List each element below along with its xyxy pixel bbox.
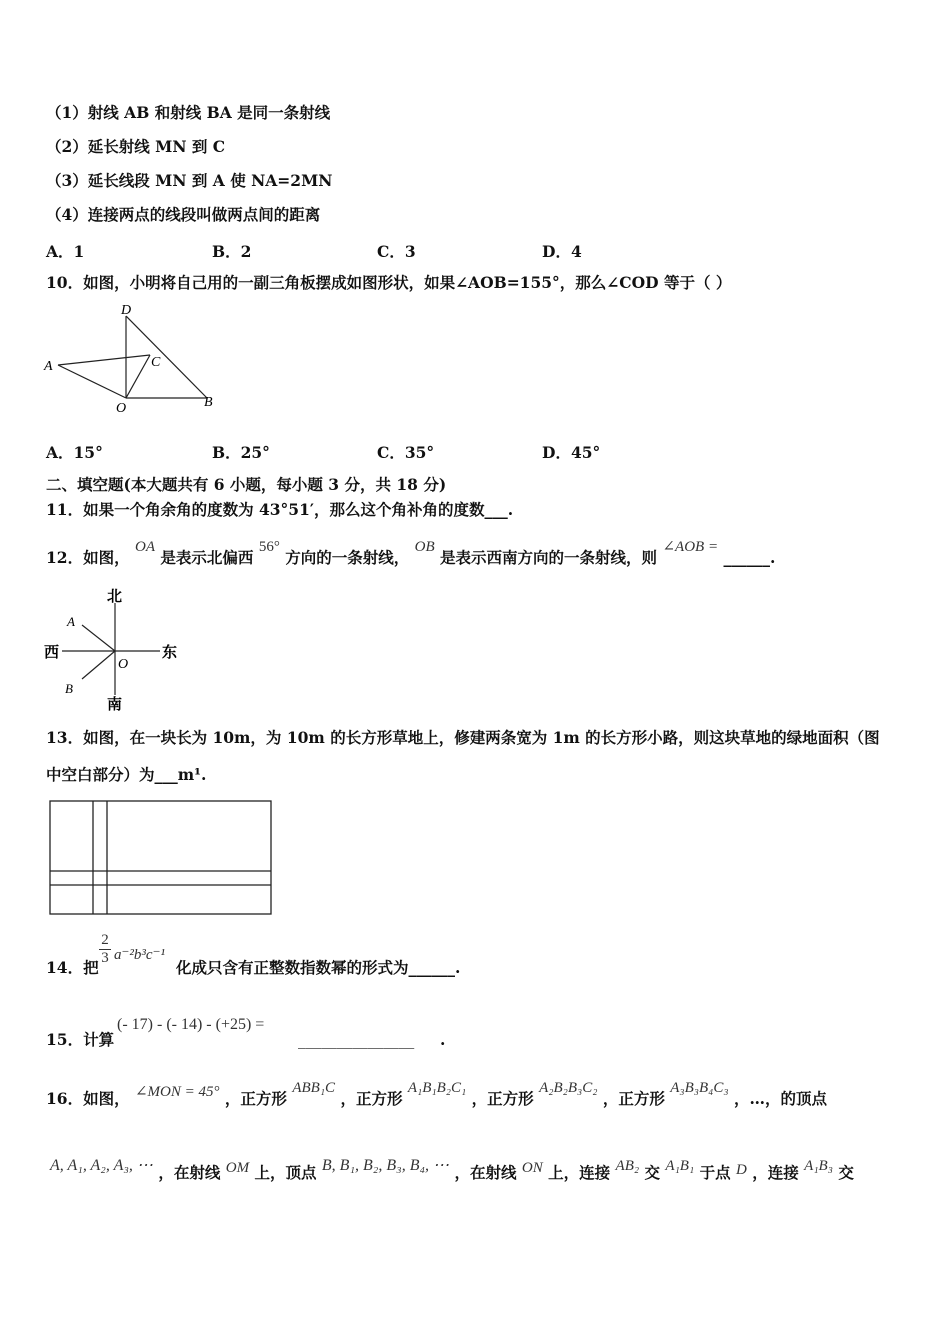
q16-square-1: ABB₁C (292, 1080, 336, 1096)
q9-statement-2: （2）延长射线 MN 到 C (46, 137, 226, 156)
q10-option-d: D．45° (542, 443, 601, 462)
q12-degree: 56° (258, 539, 280, 555)
q10-option-a: A．15° (46, 443, 103, 462)
q16-segment-a1b1: A₁B₁ (665, 1158, 695, 1174)
q16-points-b: B, B₁, B₂, B₃, B₄, ⋯ (321, 1157, 450, 1174)
q12-west-label: 西 (44, 645, 60, 661)
q15-text: 15．计算 (46, 1030, 115, 1049)
q9-statement-3: （3）延长线段 MN 到 A 使 NA=2MN (46, 171, 333, 190)
q16-segment-a1b3: A₁B₃ (804, 1158, 833, 1174)
q14-denominator: 3 (99, 949, 111, 967)
q14-text-1: 14．把 (46, 958, 99, 977)
q10-label-o: O (116, 401, 127, 416)
q14-fraction (99, 932, 111, 967)
q12-east-label: 东 (162, 645, 178, 661)
q15-end: . (440, 1030, 446, 1049)
q12-label-o: O (118, 657, 129, 672)
q13-line-2: 中空白部分）为___m¹. (46, 765, 207, 784)
q12-text-4: 是表示西南方向的一条射线，则 (440, 548, 658, 567)
q12-blank: ______. (723, 548, 776, 567)
q10-label-d: D (121, 303, 132, 318)
q12-angle: ∠AOB = (662, 539, 719, 555)
q12-text-3: 方向的一条射线， (285, 548, 410, 567)
q15-expression: (- 17) - (- 14) - (+25) = (117, 1016, 265, 1033)
q10-label-c: C (151, 355, 161, 370)
q10-stem: 10．如图，小明将自己用的一副三角板摆成如图形状，如果∠AOB=155°，那么∠COD 等于（ ） (46, 273, 732, 292)
q16-text-11: 交 (644, 1163, 660, 1182)
q9-statement-4: （4）连接两点的线段叫做两点间的距离 (46, 205, 321, 224)
q10-triangle-figure (40, 298, 230, 418)
q12-compass-figure (40, 585, 190, 713)
q16-square-4: A₃B₃B₄C₃ (670, 1080, 729, 1096)
q9-option-b: B．2 (212, 242, 252, 261)
q13-line-1: 13．如图，在一块长为 10m，为 10m 的长方形草地上，修建两条宽为 1m 的长方形小路，则这块草地的绿地面积（图 (46, 728, 880, 747)
q16-text-6: ，…，的顶点 (734, 1089, 828, 1108)
q9-statement-1: （1）射线 AB 和射线 BA 是同一条射线 (46, 103, 331, 122)
q12-label-a: A (67, 614, 75, 629)
q16-ray-on: ON (521, 1160, 543, 1176)
q16-text-12: 于点 (699, 1163, 731, 1182)
q12-south-label: 南 (107, 697, 123, 713)
q16-points-a: A, A₁, A₂, A₃, ⋯ (50, 1157, 153, 1174)
q16-segment-ab2: AB₂ (615, 1158, 640, 1174)
q12-line (46, 539, 776, 569)
q16-line-2 (50, 1157, 854, 1184)
q12-ob: OB (414, 539, 435, 555)
q14-numerator: 2 (101, 932, 109, 948)
q12-north-label: 北 (107, 589, 123, 605)
q10-option-b: B．25° (212, 443, 270, 462)
q16-square-2: A₁B₁B₂C₁ (407, 1080, 467, 1096)
q16-text-5: ，正方形 (602, 1089, 665, 1108)
q10-label-a: A (44, 359, 53, 374)
q15-blank: _______________ (298, 1031, 415, 1049)
q9-option-c: C．3 (377, 242, 416, 261)
q16-text-8: 上，顶点 (254, 1163, 317, 1182)
q9-option-a: A．1 (46, 242, 85, 261)
q16-text-9: ，在射线 (454, 1163, 517, 1182)
q16-line-1 (46, 1080, 828, 1110)
q16-text-14: 交 (838, 1163, 854, 1182)
q12-text-2: 是表示北偏西 (160, 548, 254, 567)
q12-text-1: 12．如图， (46, 548, 130, 567)
q16-point-d: D (736, 1162, 747, 1178)
q14-text-2: 化成只含有正整数指数幂的形式为______. (176, 958, 461, 977)
q16-text-4: ，正方形 (471, 1089, 534, 1108)
q16-text-10: 上，连接 (548, 1163, 611, 1182)
q16-square-3: A₂B₂B₃C₂ (539, 1080, 598, 1096)
q16-text-2: ，正方形 (224, 1089, 287, 1108)
q11: 11．如果一个角余角的度数为 43°51′，那么这个角补角的度数___. (46, 500, 514, 519)
q16-ray-om: OM (225, 1160, 250, 1176)
q10-label-b: B (204, 395, 213, 410)
q9-option-d: D．4 (542, 242, 582, 261)
q16-text-13: ，连接 (752, 1163, 799, 1182)
q12-label-b: B (65, 681, 73, 696)
q16-text-1: 16．如图， (46, 1089, 130, 1108)
q12-oa: OA (134, 539, 155, 555)
q16-angle: ∠MON = 45° (134, 1084, 220, 1100)
q14-expression: a⁻²b³c⁻¹ (114, 947, 165, 963)
section-2-heading: 二、填空题(本大题共有 6 小题，每小题 3 分，共 18 分) (46, 475, 447, 494)
q13-lawn-figure (48, 799, 274, 917)
q16-text-7: ，在射线 (158, 1163, 221, 1182)
q10-option-c: C．35° (377, 443, 435, 462)
q16-text-3: ，正方形 (340, 1089, 403, 1108)
